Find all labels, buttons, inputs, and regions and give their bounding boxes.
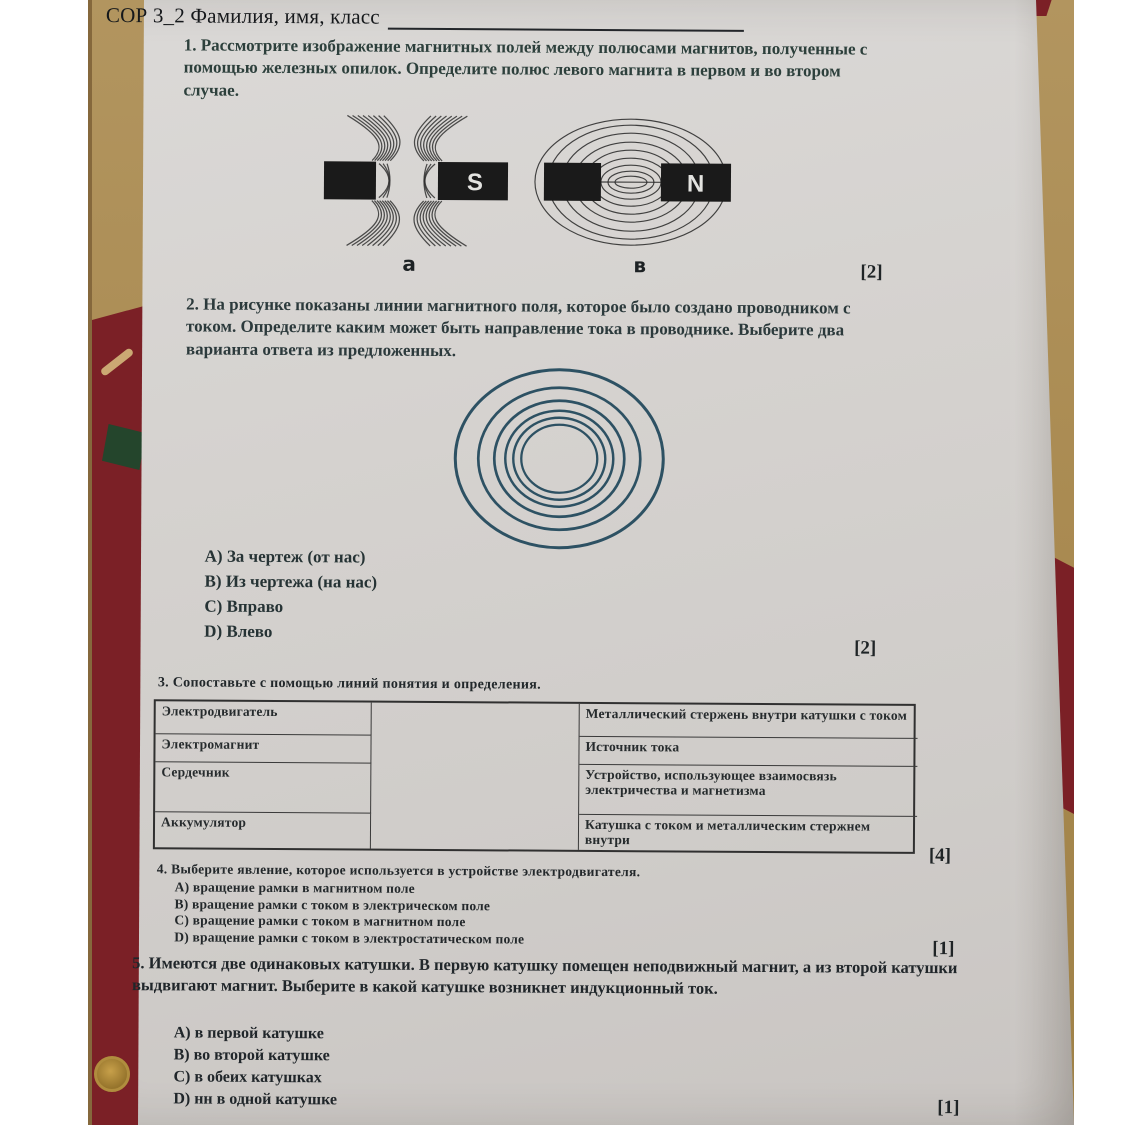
q4-option-c: С) вращение рамки с током в магнитном поле xyxy=(174,912,466,930)
matching-table xyxy=(153,699,916,854)
field-ring xyxy=(478,387,641,530)
question-3-mark: [4] xyxy=(928,845,952,867)
question-2-options xyxy=(204,544,377,645)
q4-option-b: В) вращение рамки с током в электрическом поле xyxy=(174,895,491,913)
q2-option-a: А) За чертеж (от нас) xyxy=(204,546,366,567)
question-4-mark: [1] xyxy=(932,938,955,960)
figure-label-b: в xyxy=(633,253,647,278)
table-term: Аккумулятор xyxy=(155,812,371,848)
question-5-options xyxy=(173,1022,337,1111)
q5-option-c: С) в обеих катушках xyxy=(173,1068,322,1087)
header-title: СОР 3_2 Фамилия, имя, класс xyxy=(105,2,380,29)
q4-option-d: D) вращение рамки с током в электростатическом поле xyxy=(174,928,525,947)
question-2-text: 2. На рисунке показаны линии магнитного поля, которое было создано проводником с током. Определите каким может быть направление тока в проводнике. Выберите два варианта ответа из предложенных. xyxy=(185,294,851,360)
field-circles-figure xyxy=(449,362,670,555)
question-4-text: 4. Выберите явление, которое используется в устройстве электродвигателя. xyxy=(156,861,641,880)
magnet-b-left xyxy=(544,163,601,201)
pole-label-n: N xyxy=(686,170,705,198)
figure-label-a: а xyxy=(402,251,417,276)
table-term: Электромагнит xyxy=(155,734,371,763)
q2-option-d: D) Влево xyxy=(204,621,273,641)
name-blank-line xyxy=(388,9,744,32)
question-1-mark: [2] xyxy=(860,261,883,283)
worksheet-header xyxy=(106,3,744,32)
magnet-a-left xyxy=(324,161,376,199)
cardboard-background xyxy=(88,0,1074,1125)
q5-option-d: D) нн в одной катушке xyxy=(173,1090,338,1109)
table-definition: Металлический стержень внутри катушки с током xyxy=(580,704,918,739)
worksheet-content xyxy=(85,0,1074,1125)
question-5-text: 5. Имеются две одинаковых катушки. В первую катушку помещен неподвижный магнит, а из второй катушки выдвигают магнит. Выберите в какой катушке возникнет индукционный ток. xyxy=(131,953,958,998)
field-ring xyxy=(513,417,605,500)
table-term: Электродвигатель xyxy=(156,701,372,735)
table-definition: Источник тока xyxy=(579,737,917,767)
question-4-options xyxy=(174,879,524,947)
magnet-figure-svg xyxy=(319,111,740,254)
q5-option-a: А) в первой катушке xyxy=(173,1024,324,1043)
question-5-mark: [1] xyxy=(937,1097,960,1119)
field-ring xyxy=(455,369,664,548)
field-ring xyxy=(521,425,597,493)
table-term: Сердечник xyxy=(155,762,371,813)
q5-option-b: В) во второй катушке xyxy=(173,1046,330,1065)
question-1-text: 1. Рассмотрите изображение магнитных полей между полюсами магнитов, полученные с помощью железных опилок. Определите полюс левого магнита в первом и во втором случае. xyxy=(183,35,868,100)
question-3-text: 3. Сопоставьте с помощью линий понятия и определения. xyxy=(157,675,541,693)
question-2-mark: [2] xyxy=(854,637,877,659)
q2-option-b: В) Из чертежа (на нас) xyxy=(204,571,378,592)
q2-option-c: С) Вправо xyxy=(204,596,284,617)
pole-label-s: S xyxy=(466,169,484,197)
q4-option-a: А) вращение рамки в магнитном поле xyxy=(174,879,415,896)
table-definition: Устройство, использующее взаимосвязь электричества и магнетизма xyxy=(579,765,917,817)
table-definition: Катушка с током и металлическим стержнем внутри xyxy=(584,816,871,848)
table-answer-column xyxy=(371,703,580,850)
